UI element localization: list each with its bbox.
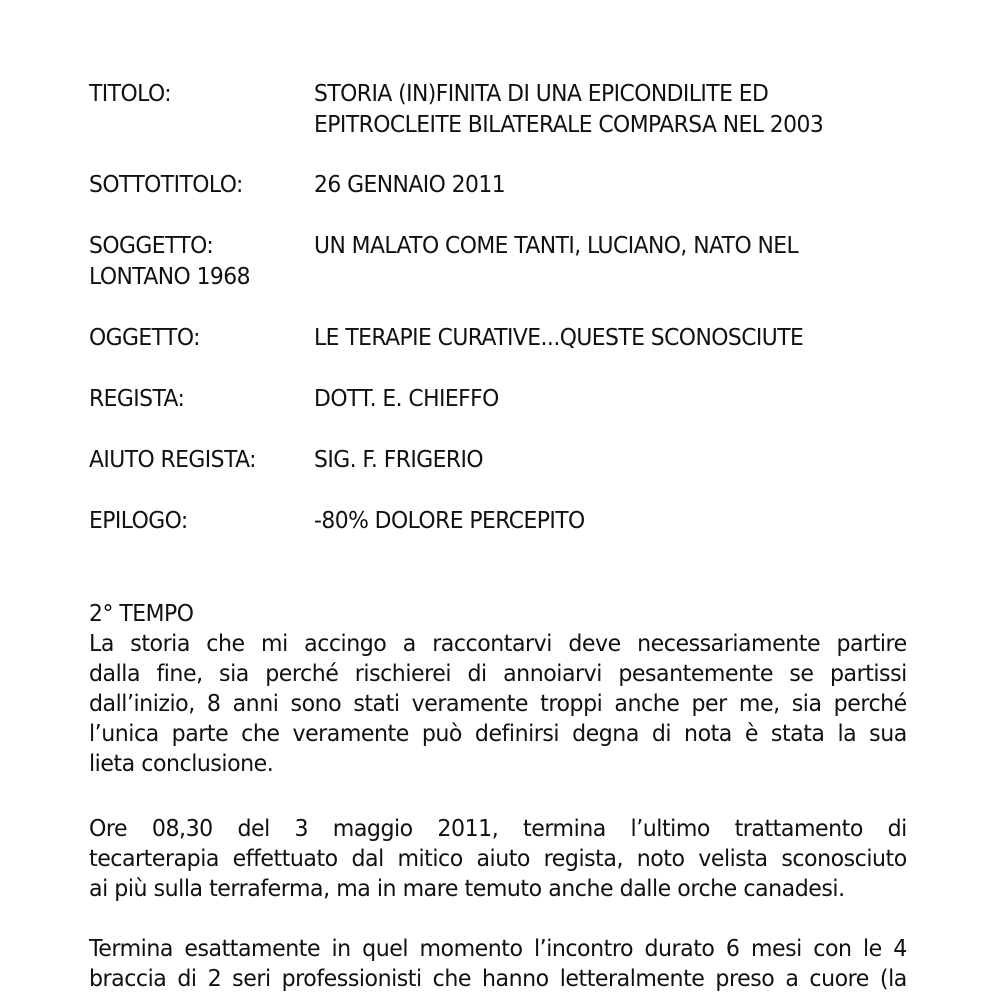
field-label: TITOLO:	[89, 79, 172, 107]
text-line: La storia che mi accingo a raccontarvi deve necessariamente partire	[89, 629, 907, 657]
field-label: REGISTA:	[89, 384, 185, 412]
field-value: 26 GENNAIO 2011	[314, 170, 506, 198]
field-label: EPILOGO:	[89, 506, 188, 534]
field-value: STORIA (IN)FINITA DI UNA EPICONDILITE ED EPITROCLEITE BILATERALE COMPARSA NEL 2003	[314, 79, 824, 138]
text-line: dall’inizio, 8 anni sono stati veramente troppi anche per me, sia perché	[89, 689, 907, 717]
text-line: Termina esattamente in quel momento l’incontro durato 6 mesi con le 4	[89, 934, 907, 962]
text-line: dalla fine, sia perché rischierei di annoiarvi pesantemente se partissi	[89, 659, 907, 687]
text-line: ai più sulla terraferma, ma in mare temuto anche dalle orche canadesi.	[89, 874, 845, 902]
text-line: tecarterapia effettuato dal mitico aiuto regista, noto velista sconosciuto	[89, 844, 907, 872]
field-label: OGGETTO:	[89, 323, 200, 351]
text-line: braccia di 2 seri professionisti che hanno letteralmente preso a cuore (la	[89, 964, 907, 992]
field-value: SIG. F. FRIGERIO	[314, 445, 484, 473]
field-value-continuation: LONTANO 1968	[89, 262, 250, 290]
field-value: -80% DOLORE PERCEPITO	[314, 506, 585, 534]
paragraph-3	[89, 933, 907, 993]
field-label: SOGGETTO:	[89, 231, 214, 259]
field-value: DOTT. E. CHIEFFO	[314, 384, 499, 412]
paragraph-1	[89, 628, 907, 778]
text-line: lieta conclusione.	[89, 749, 274, 777]
field-value: UN MALATO COME TANTI, LUCIANO, NATO NEL	[314, 231, 799, 259]
field-value: LE TERAPIE CURATIVE...QUESTE SCONOSCIUTE	[314, 323, 804, 351]
field-label: AIUTO REGISTA:	[89, 445, 256, 473]
section-heading: 2° TEMPO	[89, 599, 194, 627]
field-label: SOTTOTITOLO:	[89, 170, 243, 198]
text-line: Ore 08,30 del 3 maggio 2011, termina l’ultimo trattamento di	[89, 814, 907, 842]
text-line: l’unica parte che veramente può definirsi degna di nota è stata la sua	[89, 719, 907, 747]
paragraph-2	[89, 813, 907, 903]
